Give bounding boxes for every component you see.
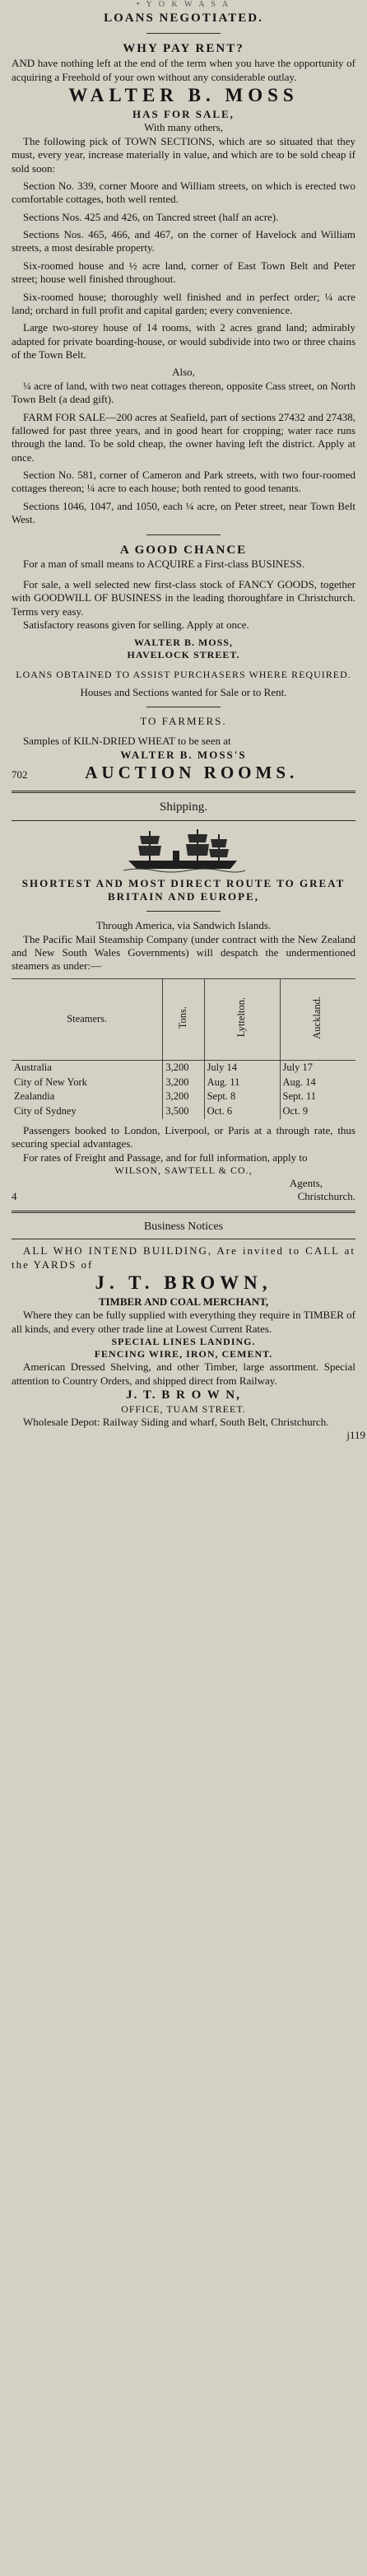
table-header-row: [12, 978, 355, 1060]
agent-name: WILSON, SAWTELL & CO.,: [114, 1164, 253, 1176]
header-fragment: • Y O K W A S A: [136, 0, 231, 9]
property-listing: ¼ acre of land, with two neat cottages thereon, opposite Cass street, on North Town Belt (a dead gift).: [12, 379, 355, 406]
steamer-tons: 3,200: [163, 1090, 204, 1104]
shipping-body: The Pacific Mail Steamship Company (under contract with the New Zealand and New South Wales Governments) will despatch the undermentioned steamers as under:—: [12, 932, 355, 973]
steamer-name: Zealandia: [14, 1090, 55, 1103]
ad-reference-number: 702: [12, 768, 28, 782]
agent-place: Christchurch.: [297, 1190, 355, 1203]
ad-reference-number: 4: [12, 1190, 17, 1203]
houses-wanted: Houses and Sections wanted for Sale or to Rent.: [80, 685, 287, 698]
section-title: Shipping.: [160, 800, 207, 814]
column-header-steamers: Steamers.: [12, 978, 163, 1060]
table-row: [12, 1076, 355, 1090]
passengers-note: Passengers booked to London, Liverpool, or Paris at a through rate, thus securing special advantages.: [12, 1123, 355, 1150]
office-address: OFFICE, TUAM STREET.: [121, 1403, 246, 1416]
steamer-name: City of Sydney: [14, 1105, 77, 1118]
why-pay-rent-ad: [12, 41, 355, 526]
ad-reasons: Satisfactory reasons given for selling. Apply at once.: [23, 618, 249, 631]
ad-lead: The following pick of TOWN SECTIONS, which are so situated that they must, every year, increase materially in value, and which are to be sold cheap if sold soon:: [12, 134, 355, 175]
steamer-name: City of New York: [14, 1076, 87, 1088]
sailing-schedule-table: [12, 978, 355, 1119]
shipping-headline: SHORTEST AND MOST DIRECT ROUTE TO GREAT BRITAIN AND EUROPE,: [21, 876, 346, 903]
business-notices-section: [12, 1220, 365, 1442]
steamship-icon: [122, 826, 245, 874]
property-listing: Six-roomed house and ½ acre land, corner of East Town Belt and Peter street; house well finished throughout.: [12, 259, 355, 286]
fencing-wire: FENCING WIRE, IRON, CEMENT.: [94, 1348, 273, 1360]
steamer-tons: 3,200: [163, 1076, 204, 1090]
property-listing: Sections Nos. 465, 466, and 467, on the corner of Havelock and William streets, a most desirable property.: [12, 228, 355, 254]
column-header-tons: Tons.: [163, 978, 204, 1060]
ad-headline: TO FARMERS.: [140, 715, 227, 728]
ad-lead: For a man of small means to ACQUIRE a First-class BUSINESS.: [23, 558, 304, 571]
special-lines: SPECIAL LINES LANDING.: [111, 1336, 256, 1348]
column-header-lyttelton: Lyttelton.: [204, 978, 280, 1060]
section-divider: [12, 1211, 355, 1213]
ad-body: Samples of KILN-DRIED WHEAT to be seen at: [23, 735, 231, 748]
property-listing: Sections 1046, 1047, and 1050, each ¼ acre, on Peter street, near Town Belt West.: [12, 499, 355, 526]
section-title: Business Notices: [143, 1220, 224, 1233]
advertiser-name: WALTER B. MOSS: [68, 85, 299, 106]
steamer-tons: 3,500: [163, 1104, 204, 1119]
farmers-ad: [12, 715, 355, 784]
divider: [146, 911, 221, 912]
auckland-date: Aug. 14: [280, 1076, 355, 1090]
property-listing: Section No. 339, corner Moore and William streets, on which is erected two comfortable cottages, both well rented.: [12, 179, 355, 206]
table-row: [12, 1104, 355, 1119]
with-many-others: With many others,: [144, 121, 223, 134]
has-for-sale: HAS FOR SALE,: [132, 108, 235, 121]
ad-headline: WHY PAY RENT?: [123, 42, 244, 56]
divider: [146, 33, 221, 34]
lyttelton-date: Oct. 6: [204, 1104, 280, 1119]
page-title: LOANS NEGOTIATED.: [104, 11, 263, 25]
american-shelving: American Dressed Shelving, and other Timber, large assortment. Special attention to Country Orders, and shipped direct from Railway.: [12, 1360, 355, 1387]
property-listing: FARM FOR SALE—200 acres at Seafield, part of sections 27432 and 27438, fallowed for past three years, and in good heart for cropping; water race runs through the land. To be sold cheap, the owner having left the district. Apply at once.: [12, 410, 355, 464]
lyttelton-date: Aug. 11: [204, 1076, 280, 1090]
table-row: [12, 1060, 355, 1075]
property-listing-also: Also,: [172, 366, 195, 379]
shipping-section: [12, 800, 355, 1204]
lyttelton-date: July 14: [204, 1060, 280, 1075]
auckland-date: Sept. 11: [280, 1090, 355, 1104]
property-listing: Section No. 581, corner of Cameron and Park streets, with two four-roomed cottages thereon; ¼ acre to each house; both rented to good tenants.: [12, 469, 355, 495]
good-chance-ad: [12, 543, 355, 699]
wholesale-depot: Wholesale Depot: Railway Siding and wharf, South Belt, Christchurch.: [23, 1416, 329, 1429]
rates-note: For rates of Freight and Passage, and for full information, apply to: [23, 1150, 308, 1164]
auckland-date: July 17: [280, 1060, 355, 1075]
business-body: Where they can be fully supplied with everything they require in TIMBER of all kinds, and every other trade line at Lowest Current Rates.: [12, 1309, 355, 1335]
advertiser-street: HAVELOCK STREET.: [127, 649, 240, 661]
merchant-name: J. T. BROWN,: [95, 1272, 272, 1294]
steamer-name: Australia: [14, 1061, 52, 1073]
divider: [146, 534, 221, 535]
lyttelton-date: Sept. 8: [204, 1090, 280, 1104]
property-listing: Sections Nos. 425 and 426, on Tancred street (half an acre).: [23, 210, 279, 223]
column-header-auckland: Auckland.: [280, 978, 355, 1060]
ad-body: For sale, a well selected new first-class stock of FANCY GOODS, together with GOODWILL OF BUSINESS in the leading thoroughfare in Christchurch. Terms very easy.: [12, 577, 355, 618]
steamer-tons: 3,200: [163, 1060, 204, 1075]
advertiser-name: WALTER B. MOSS'S: [120, 748, 247, 761]
advertiser-name: WALTER B. MOSS,: [134, 637, 233, 649]
property-listing: Six-roomed house; thoroughly well finished and in perfect order; ¼ acre land; orchard in full profit and capital garden; every convenience.: [12, 290, 355, 316]
ad-intro: AND have nothing left at the end of the term when you have the opportunity of acquiring a Freehold of your own without any considerable outlay.: [12, 57, 355, 83]
ad-headline: A GOOD CHANCE: [119, 543, 248, 557]
loans-notice: LOANS OBTAINED TO ASSIST PURCHASERS WHERE REQUIRED.: [16, 668, 351, 680]
shipping-route: Through America, via Sandwich Islands.: [95, 919, 272, 932]
merchant-trade: TIMBER AND COAL MERCHANT,: [98, 1295, 269, 1309]
section-divider: [12, 791, 355, 793]
property-listing: Large two-storey house of 14 rooms, with 2 acres grand land; admirably adapted for private boarding-house, or would subdivide into two or three chains of the Town Belt.: [12, 321, 355, 362]
auckland-date: Oct. 9: [280, 1104, 355, 1119]
divider: [12, 820, 355, 821]
table-row: [12, 1090, 355, 1104]
business-intro: ALL WHO INTEND BUILDING, Are invited to CALL at the YARDS of: [12, 1244, 355, 1271]
ad-reference-number: j119: [346, 1429, 365, 1442]
auction-rooms: AUCTION ROOMS.: [85, 763, 299, 783]
agents-label: Agents,: [289, 1177, 323, 1190]
newspaper-column: [12, 0, 365, 1442]
signature-name: J. T. B R O W N,: [126, 1388, 241, 1402]
